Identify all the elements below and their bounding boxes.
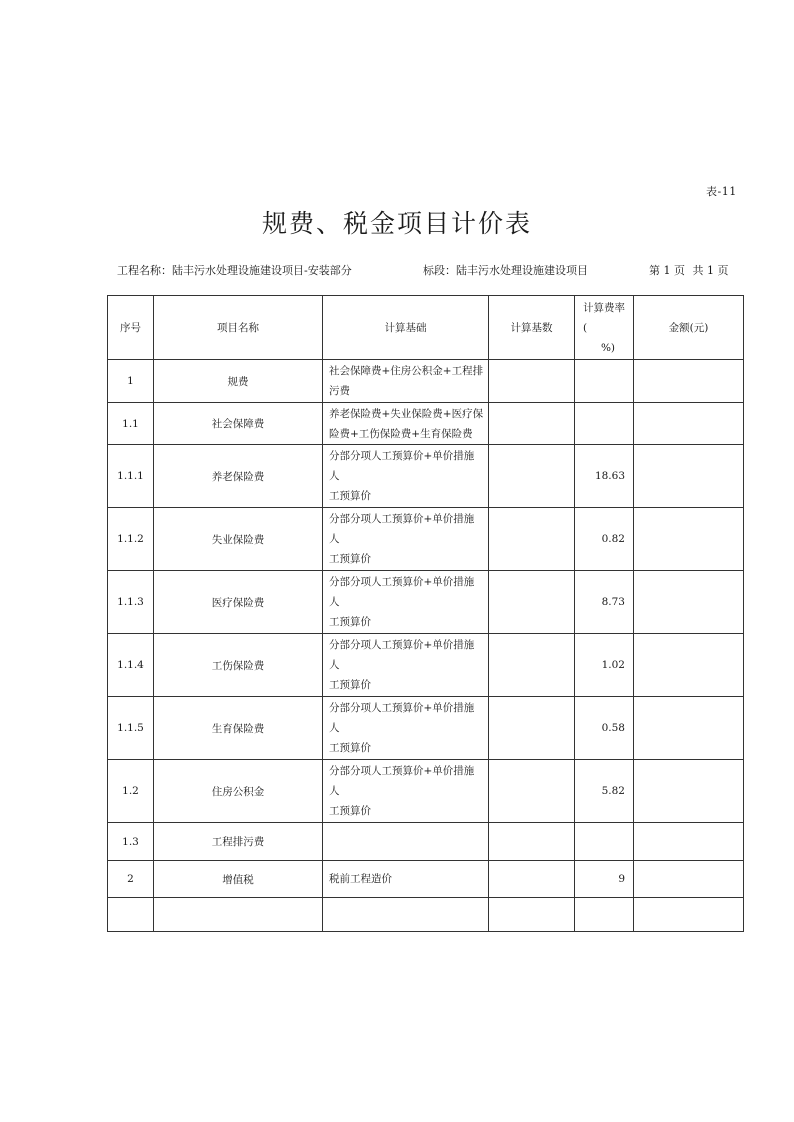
cell-basis-line: 分部分项人工预算价+单价措施 — [329, 576, 475, 588]
fee-table-body — [108, 360, 744, 932]
cell-base-amount — [489, 697, 575, 760]
cell-base-amount — [489, 760, 575, 823]
table-row — [108, 571, 744, 634]
cell-rate: 9 — [575, 861, 634, 898]
table-row — [108, 760, 744, 823]
cell-basis-line: 分部分项人工预算价+单价措施 — [329, 639, 475, 651]
cell-rate: 0.58 — [575, 697, 634, 760]
header-base-amount: 计算基数 — [489, 296, 575, 360]
cell-basis — [323, 360, 489, 403]
cell-base-amount — [489, 571, 575, 634]
header-rate-line3: %) — [600, 341, 616, 354]
cell-seq: 1.1.4 — [108, 634, 154, 697]
cell-basis-line: 人 — [329, 785, 340, 797]
cell-basis — [323, 898, 489, 932]
cell-basis-line: 社会保障费+住房公积金+工程排 — [329, 365, 484, 377]
cell-basis-line: 人 — [329, 470, 340, 482]
cell-basis — [323, 445, 489, 508]
cell-name: 住房公积金 — [154, 760, 323, 823]
header-rate-line1: 计算费率 — [583, 301, 625, 314]
cell-basis — [323, 634, 489, 697]
cell-basis-line: 工预算价 — [329, 679, 371, 691]
cell-basis-line: 险费+工伤保险费+生育保险费 — [329, 427, 473, 440]
cell-name — [154, 898, 323, 932]
page-indicator — [649, 262, 733, 278]
cell-basis-line: 污费 — [329, 385, 350, 397]
cell-amount — [634, 760, 744, 823]
header-basis: 计算基础 — [323, 296, 489, 360]
cell-seq: 2 — [108, 861, 154, 898]
cell-name: 失业保险费 — [154, 508, 323, 571]
table-row — [108, 403, 744, 445]
cell-rate: 8.73 — [575, 571, 634, 634]
cell-base-amount — [489, 403, 575, 445]
cell-seq: 1 — [108, 360, 154, 403]
cell-basis-line: 分部分项人工预算价+单价措施 — [329, 765, 475, 777]
fee-table — [107, 295, 744, 932]
header-rate — [575, 296, 634, 360]
cell-name: 工伤保险费 — [154, 634, 323, 697]
cell-rate: 0.82 — [575, 508, 634, 571]
form-number: 表-11 — [706, 185, 737, 198]
cell-name: 生育保险费 — [154, 697, 323, 760]
cell-basis-line: 工预算价 — [329, 742, 371, 754]
cell-basis-line: 人 — [329, 722, 340, 734]
page-current: 第 1 页 — [649, 264, 685, 277]
cell-rate — [575, 360, 634, 403]
cell-basis-line: 人 — [329, 659, 340, 671]
cell-amount — [634, 634, 744, 697]
cell-basis-line: 分部分项人工预算价+单价措施 — [329, 702, 475, 714]
cell-basis-line: 人 — [329, 533, 340, 545]
cell-name: 社会保障费 — [154, 403, 323, 445]
table-row — [108, 898, 744, 932]
cell-amount — [634, 823, 744, 861]
cell-base-amount — [489, 634, 575, 697]
cell-base-amount — [489, 445, 575, 508]
header-rate-line2: ( — [583, 321, 588, 334]
cell-base-amount — [489, 898, 575, 932]
cell-rate — [575, 898, 634, 932]
cell-basis-line: 分部分项人工预算价+单价措施 — [329, 450, 475, 462]
cell-amount — [634, 360, 744, 403]
table-row — [108, 360, 744, 403]
cell-rate — [575, 823, 634, 861]
cell-amount — [634, 571, 744, 634]
cell-name: 工程排污费 — [154, 823, 323, 861]
cell-basis — [323, 508, 489, 571]
cell-basis — [323, 697, 489, 760]
cell-basis-line: 工预算价 — [329, 616, 371, 628]
cell-seq: 1.1.5 — [108, 697, 154, 760]
cell-rate: 18.63 — [575, 445, 634, 508]
cell-amount — [634, 898, 744, 932]
table-row — [108, 445, 744, 508]
cell-name: 规费 — [154, 360, 323, 403]
header-name: 项目名称 — [154, 296, 323, 360]
cell-basis — [323, 861, 489, 898]
cell-amount — [634, 445, 744, 508]
cell-rate: 5.82 — [575, 760, 634, 823]
table-row — [108, 697, 744, 760]
cell-base-amount — [489, 360, 575, 403]
cell-basis-line: 工预算价 — [329, 553, 371, 565]
cell-seq: 1.1.1 — [108, 445, 154, 508]
header-amount: 金额(元) — [634, 296, 744, 360]
cell-basis-line: 人 — [329, 596, 340, 608]
cell-seq — [108, 898, 154, 932]
cell-base-amount — [489, 861, 575, 898]
cell-basis — [323, 823, 489, 861]
cell-seq: 1.1 — [108, 403, 154, 445]
cell-basis-line: 税前工程造价 — [329, 873, 392, 885]
section-name: 标段：陆丰污水处理设施建设项目 — [423, 264, 588, 277]
cell-seq: 1.1.2 — [108, 508, 154, 571]
page-title: 规费、税金项目计价表 — [261, 209, 532, 238]
table-row — [108, 823, 744, 861]
cell-basis-line: 分部分项人工预算价+单价措施 — [329, 513, 475, 525]
project-name: 工程名称：陆丰污水处理设施建设项目-安装部分 — [117, 264, 352, 277]
cell-name: 增值税 — [154, 861, 323, 898]
table-row — [108, 861, 744, 898]
cell-basis-line: 养老保险费+失业保险费+医疗保 — [329, 407, 484, 420]
cell-seq: 1.1.3 — [108, 571, 154, 634]
cell-seq: 1.2 — [108, 760, 154, 823]
cell-amount — [634, 861, 744, 898]
cell-basis-line: 工预算价 — [329, 490, 371, 502]
header-row — [108, 296, 744, 360]
cell-amount — [634, 508, 744, 571]
cell-amount — [634, 403, 744, 445]
cell-rate: 1.02 — [575, 634, 634, 697]
cell-basis — [323, 760, 489, 823]
cell-seq: 1.3 — [108, 823, 154, 861]
cell-basis — [323, 571, 489, 634]
table-row — [108, 634, 744, 697]
cell-name: 养老保险费 — [154, 445, 323, 508]
cell-rate — [575, 403, 634, 445]
page-total: 共 1 页 — [692, 264, 729, 277]
cell-amount — [634, 697, 744, 760]
header-seq: 序号 — [108, 296, 154, 360]
table-row — [108, 508, 744, 571]
cell-base-amount — [489, 508, 575, 571]
cell-basis-line: 工预算价 — [329, 805, 371, 817]
cell-basis — [323, 403, 489, 445]
cell-name: 医疗保险费 — [154, 571, 323, 634]
cell-base-amount — [489, 823, 575, 861]
